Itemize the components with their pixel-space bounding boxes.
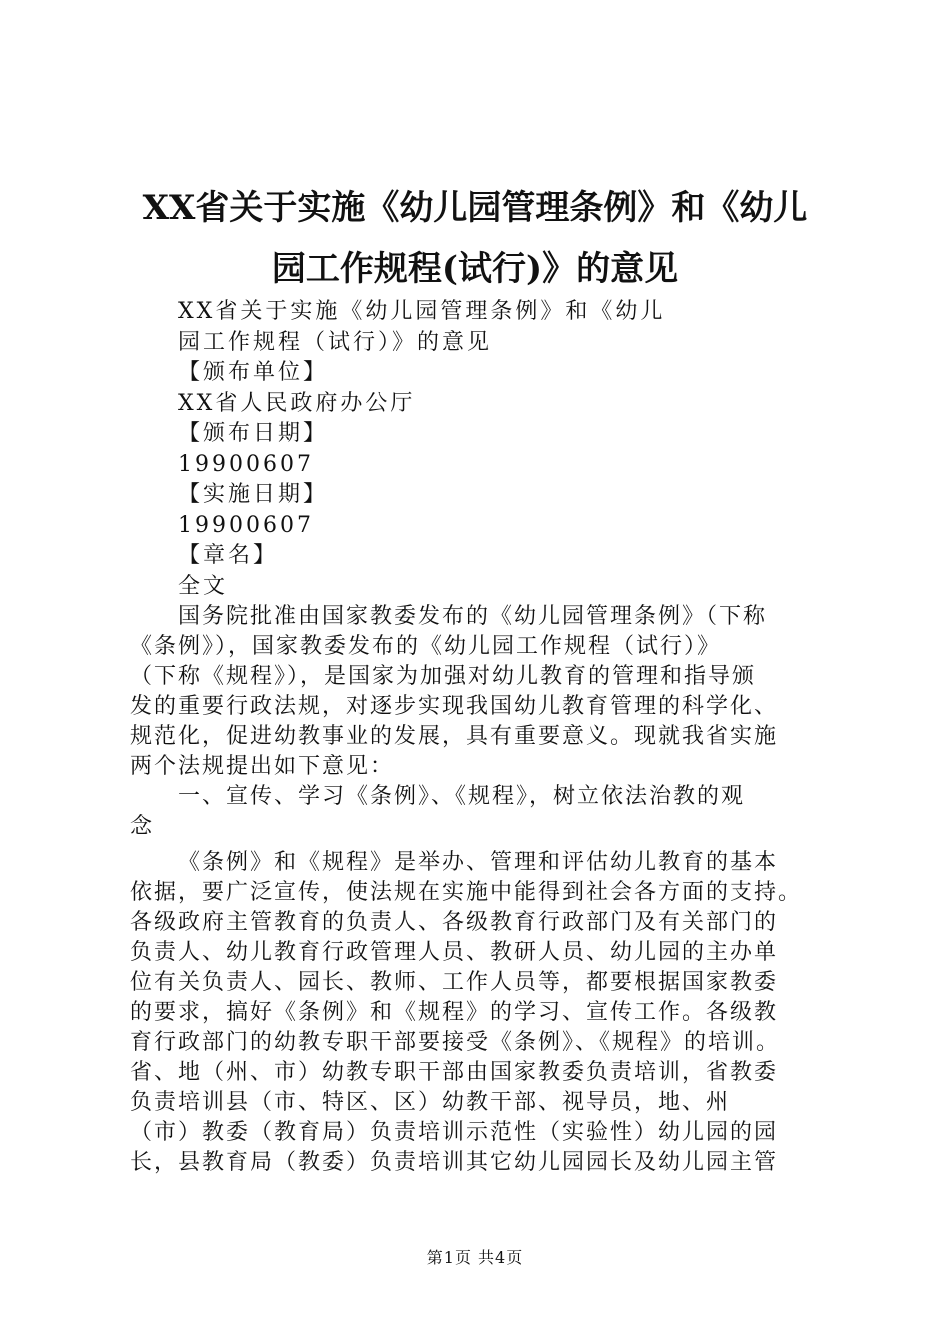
issue-date-label: 【颁布日期】 — [178, 421, 329, 446]
text-line: 负责培训县（市、特区、区）幼教干部、视导员，地、州 — [130, 1090, 731, 1115]
document-title-line-2: 园工作规程(试行)》的意见 — [271, 249, 679, 289]
text-line: 育行政部门的幼教专职干部要接受《条例》、《规程》的培训。 — [130, 1030, 781, 1055]
text-line: （下称《规程》），是国家为加强对幼儿教育的管理和指导颁 — [130, 664, 757, 689]
chapter-value: 全文 — [178, 573, 229, 599]
issuer-label: 【颁布单位】 — [178, 360, 329, 385]
text-line: 念 — [130, 814, 155, 839]
subtitle-line-2: 园工作规程（试行）》的意见 — [178, 329, 493, 355]
text-line: 《条例》和《规程》是举办、管理和评估幼儿教育的基本 — [178, 850, 779, 875]
chapter-label: 【章名】 — [178, 543, 279, 568]
text-line: 国务院批准由国家教委发布的《幼儿园管理条例》（下称 — [178, 604, 768, 629]
text-line: 负责人、幼儿教育行政管理人员、教研人员、幼儿园的主办单 — [130, 940, 779, 965]
section-1-paragraph — [130, 848, 830, 1178]
section-1-heading — [130, 782, 830, 842]
effective-date-value: 19900607 — [178, 512, 314, 538]
text-line: （市）教委（教育局）负责培训示范性（实验性）幼儿园的园 — [130, 1120, 779, 1145]
issuer-value: XX省人民政府办公厅 — [178, 390, 416, 416]
document-metadata — [178, 297, 838, 602]
text-line: 两个法规提出如下意见： — [130, 754, 395, 779]
text-line: 一、宣传、学习《条例》、《规程》，树立依法治教的观 — [178, 784, 746, 809]
text-line: 发的重要行政法规，对逐步实现我国幼儿教育管理的科学化、 — [130, 694, 779, 719]
text-line: 规范化，促进幼教事业的发展，具有重要意义。现就我省实施 — [130, 724, 779, 749]
document-title-line-1: XX省关于实施《幼儿园管理条例》和《幼儿 — [142, 188, 808, 228]
text-line: 依据，要广泛宣传，使法规在实施中能得到社会各方面的支持。 — [130, 880, 803, 905]
document-body — [130, 602, 830, 1178]
page-footer: 第1页 共4页 — [426, 1248, 524, 1267]
text-line: 的要求，搞好《条例》和《规程》的学习、宣传工作。各级教 — [130, 1000, 779, 1025]
text-line: 各级政府主管教育的负责人、各级教育行政部门及有关部门的 — [130, 910, 779, 935]
effective-date-label: 【实施日期】 — [178, 482, 329, 507]
document-title — [60, 178, 890, 300]
text-line: 位有关负责人、园长、教师、工作人员等，都要根据国家教委 — [130, 970, 779, 995]
intro-paragraph — [130, 602, 830, 782]
text-line: 《条例》），国家教委发布的《幼儿园工作规程（试行）》 — [130, 634, 722, 659]
subtitle-line-1: XX省关于实施《幼儿园管理条例》和《幼儿 — [178, 299, 666, 324]
text-line: 长，县教育局（教委）负责培训其它幼儿园园长及幼儿园主管 — [130, 1150, 779, 1175]
issue-date-value: 19900607 — [178, 451, 314, 477]
text-line: 省、地（州、市）幼教专职干部由国家教委负责培训，省教委 — [130, 1060, 779, 1085]
